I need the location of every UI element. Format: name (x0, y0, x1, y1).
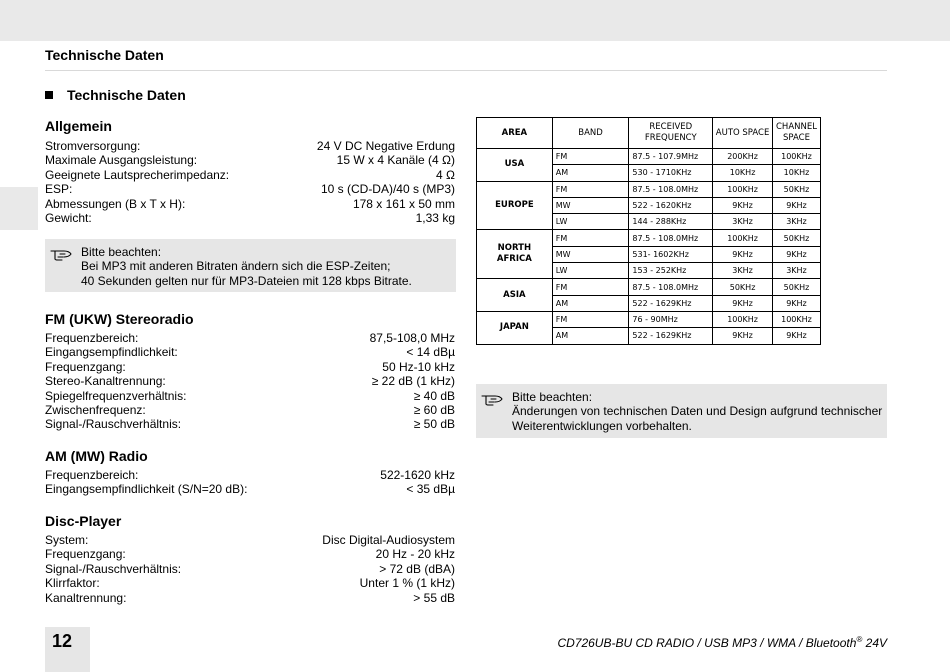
footer-model-text: CD726UB-BU CD RADIO / USB MP3 / WMA / Bluetooth (557, 636, 857, 650)
pointing-hand-icon (480, 392, 504, 406)
section-title-fm: FM (UKW) Stereoradio (45, 311, 194, 327)
page-header-title: Technische Daten (45, 47, 164, 63)
auto-space-cell: 200KHz (713, 149, 773, 165)
region-cell: USA (477, 149, 553, 182)
section-title-am: AM (MW) Radio (45, 448, 148, 464)
channel-space-cell: 50KHz (772, 279, 820, 295)
spec-row (45, 197, 455, 211)
auto-space-cell: 50KHz (713, 279, 773, 295)
channel-space-cell: 100KHz (772, 149, 820, 165)
auto-space-cell: 9KHz (713, 246, 773, 262)
auto-space-cell: 10KHz (713, 165, 773, 181)
spec-label: Signal-/Rauschverhältnis: (45, 561, 182, 576)
frequency-band-table (476, 117, 821, 345)
spec-row (45, 331, 455, 345)
spec-value: 24 V DC Negative Erdung (316, 139, 455, 153)
section-title-allgemein: Allgemein (45, 118, 112, 134)
spec-list-am (45, 468, 455, 497)
spec-row (45, 153, 455, 167)
spec-value: 178 x 161 x 50 mm (352, 196, 455, 211)
note-line: Änderungen von technischen Daten und Design aufgrund technischer (512, 404, 883, 419)
spec-row (45, 417, 455, 431)
band-cell: MW (552, 197, 629, 213)
spec-label: Klirrfaktor: (45, 576, 100, 591)
table-row (477, 279, 821, 295)
spec-label: Spiegelfrequenzverhältnis: (45, 388, 187, 403)
spec-label: Frequenzbereich: (45, 331, 139, 345)
auto-space-cell: 9KHz (713, 197, 773, 213)
spec-value: ≥ 22 dB (1 kHz) (371, 374, 455, 389)
channel-space-cell: 10KHz (772, 165, 820, 181)
spec-value: 10 s (CD-DA)/40 s (MP3) (320, 182, 455, 197)
region-cell: JAPAN (477, 311, 553, 344)
frequency-cell: 87.5 - 108.0MHz (629, 230, 713, 246)
spec-label: System: (45, 533, 89, 547)
note-line: Bei MP3 mit anderen Bitraten ändern sich die ESP-Zeiten; (81, 259, 391, 274)
column-header: RECEIVED FREQUENCY (629, 118, 713, 149)
note-line: Bitte beachten: (81, 245, 162, 259)
spec-label: Eingangsempfindlichkeit (S/N=20 dB): (45, 482, 248, 497)
spec-label: Gewicht: (45, 210, 92, 225)
spec-value: 15 W x 4 Kanäle (4 Ω) (336, 153, 455, 168)
spec-label: Stromversorgung: (45, 139, 141, 153)
band-cell: FM (552, 149, 629, 165)
channel-space-cell: 50KHz (772, 181, 820, 197)
spec-label: Geeignete Lautsprecherimpedanz: (45, 167, 230, 182)
spec-value: < 35 dBµ (406, 482, 455, 497)
square-bullet-icon (45, 91, 53, 99)
header-divider (45, 70, 887, 71)
spec-row (45, 345, 455, 359)
spec-value: 4 Ω (436, 167, 455, 182)
spec-label: Maximale Ausgangsleistung: (45, 153, 198, 168)
footer-model-suffix: 24V (862, 636, 887, 650)
auto-space-cell: 9KHz (713, 328, 773, 344)
spec-row (45, 533, 455, 547)
channel-space-cell: 9KHz (772, 328, 820, 344)
region-cell: NORTH AFRICA (477, 230, 553, 279)
pointing-hand-icon (49, 247, 73, 261)
note-line: Weiterentwicklungen vorbehalten. (512, 418, 692, 433)
band-cell: LW (552, 263, 629, 279)
column-header: BAND (552, 118, 629, 149)
frequency-cell: 76 - 90MHz (629, 311, 713, 327)
region-cell: ASIA (477, 279, 553, 312)
auto-space-cell: 9KHz (713, 295, 773, 311)
frequency-cell: 522 - 1629KHz (629, 328, 713, 344)
spec-value: > 55 dB (413, 590, 455, 605)
registered-mark: ® (856, 635, 863, 644)
region-cell: EUROPE (477, 181, 553, 230)
auto-space-cell: 100KHz (713, 230, 773, 246)
frequency-cell: 144 - 288KHz (629, 214, 713, 230)
spec-label: Frequenzgang: (45, 547, 126, 562)
note-box-changes (476, 384, 887, 438)
spec-row (45, 182, 455, 196)
note-text (81, 245, 412, 288)
frequency-cell: 87.5 - 108.0MHz (629, 181, 713, 197)
top-band (0, 0, 950, 41)
frequency-cell: 522 - 1620KHz (629, 197, 713, 213)
spec-value: 1,33 kg (415, 210, 455, 225)
band-cell: AM (552, 328, 629, 344)
spec-value: ≥ 40 dB (413, 388, 455, 403)
channel-space-cell: 9KHz (772, 246, 820, 262)
channel-space-cell: 9KHz (772, 197, 820, 213)
spec-row (45, 403, 455, 417)
column-header: CHANNEL SPACE (772, 118, 820, 149)
page-number: 12 (45, 627, 90, 672)
spec-row (45, 168, 455, 182)
channel-space-cell: 3KHz (772, 263, 820, 279)
spec-value: ≥ 60 dB (413, 402, 455, 417)
auto-space-cell: 3KHz (713, 263, 773, 279)
frequency-cell: 87.5 - 107.9MHz (629, 149, 713, 165)
band-cell: FM (552, 230, 629, 246)
band-cell: AM (552, 165, 629, 181)
note-line: 40 Sekunden gelten nur für MP3-Dateien mit 128 kbps Bitrate. (81, 273, 412, 288)
spec-label: Kanaltrennung: (45, 590, 127, 605)
spec-value: Disc Digital-Audiosystem (322, 533, 455, 547)
note-text (512, 390, 882, 433)
column-header: AUTO SPACE (713, 118, 773, 149)
spec-value: 20 Hz - 20 kHz (375, 547, 455, 562)
auto-space-cell: 3KHz (713, 214, 773, 230)
spec-value: < 14 dBµ (406, 345, 455, 360)
spec-row (45, 482, 455, 496)
spec-row (45, 468, 455, 482)
band-cell: FM (552, 279, 629, 295)
table-row (477, 149, 821, 165)
channel-space-cell: 100KHz (772, 311, 820, 327)
band-cell: AM (552, 295, 629, 311)
spec-label: Stereo-Kanaltrennung: (45, 374, 166, 389)
spec-label: Frequenzgang: (45, 359, 126, 374)
spec-row (45, 139, 455, 153)
spec-label: Frequenzbereich: (45, 468, 139, 482)
band-cell: MW (552, 246, 629, 262)
spec-row (45, 547, 455, 561)
spec-row (45, 211, 455, 225)
footer-model-line (557, 635, 887, 650)
table-row (477, 311, 821, 327)
spec-value: > 72 dB (dBA) (379, 561, 455, 576)
note-line: Bitte beachten: (512, 390, 593, 404)
spec-row (45, 591, 455, 605)
table-row (477, 181, 821, 197)
spec-row (45, 576, 455, 590)
spec-row (45, 389, 455, 403)
spec-list-fm (45, 331, 455, 432)
table-header-row (477, 118, 821, 149)
auto-space-cell: 100KHz (713, 311, 773, 327)
column-header: AREA (477, 118, 553, 149)
main-heading (45, 87, 186, 103)
main-heading-text: Technische Daten (67, 87, 186, 103)
spec-label: Zwischenfrequenz: (45, 402, 146, 417)
frequency-cell: 87.5 - 108.0MHz (629, 279, 713, 295)
band-cell: FM (552, 181, 629, 197)
note-box-esp (45, 239, 456, 292)
spec-label: Signal-/Rauschverhältnis: (45, 417, 182, 432)
spec-row (45, 562, 455, 576)
table-row (477, 230, 821, 246)
spec-list-disc (45, 533, 455, 605)
side-tab-marker (0, 187, 38, 230)
spec-label: Eingangsempfindlichkeit: (45, 345, 178, 360)
spec-label: ESP: (45, 182, 73, 197)
spec-label: Abmessungen (B x T x H): (45, 196, 186, 211)
band-cell: LW (552, 214, 629, 230)
auto-space-cell: 100KHz (713, 181, 773, 197)
frequency-cell: 522 - 1629KHz (629, 295, 713, 311)
spec-value: ≥ 50 dB (413, 417, 455, 432)
spec-value: 87,5-108,0 MHz (369, 331, 455, 345)
channel-space-cell: 9KHz (772, 295, 820, 311)
spec-row (45, 374, 455, 388)
channel-space-cell: 50KHz (772, 230, 820, 246)
frequency-cell: 530 - 1710KHz (629, 165, 713, 181)
band-cell: FM (552, 311, 629, 327)
spec-list-allgemein (45, 139, 455, 225)
spec-row (45, 360, 455, 374)
frequency-cell: 153 - 252KHz (629, 263, 713, 279)
frequency-cell: 531- 1602KHz (629, 246, 713, 262)
channel-space-cell: 3KHz (772, 214, 820, 230)
spec-value: 50 Hz-10 kHz (382, 359, 455, 374)
spec-value: Unter 1 % (1 kHz) (359, 576, 455, 591)
spec-value: 522-1620 kHz (380, 468, 455, 482)
section-title-disc: Disc-Player (45, 513, 122, 529)
